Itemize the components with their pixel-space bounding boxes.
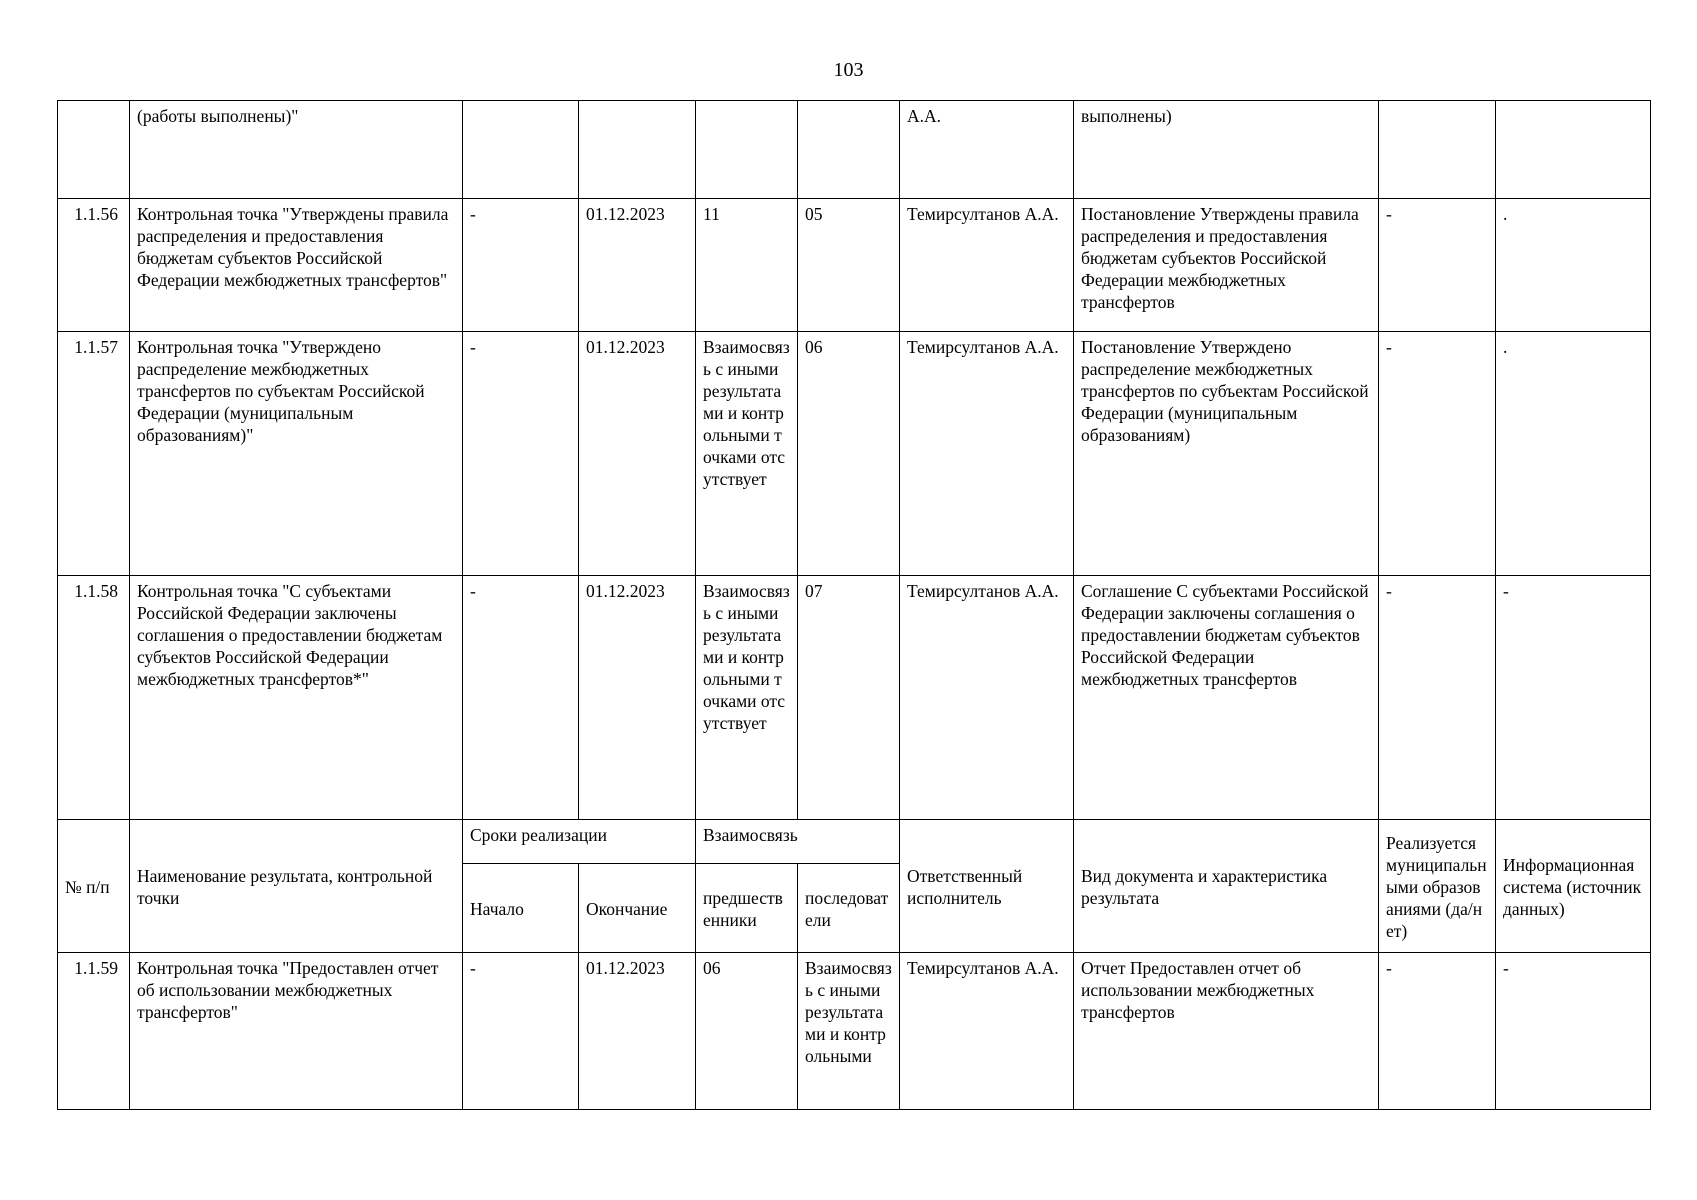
start-date: - (463, 576, 579, 820)
header-end: Окончание (579, 864, 696, 953)
header-municipal: Реализуется муниципальными образованиями (да/нет) (1379, 820, 1496, 953)
info-system: . (1496, 199, 1651, 332)
responsible: Темирсултанов А.А. (900, 953, 1074, 1110)
header-predecessors: предшественники (696, 864, 798, 953)
header-document-type: Вид документа и характеристика результата (1074, 820, 1379, 953)
table-row (58, 332, 1651, 576)
start-date: - (463, 953, 579, 1110)
municipal-flag: - (1379, 576, 1496, 820)
end-date (579, 101, 696, 199)
successors: 07 (798, 576, 900, 820)
table-row (58, 199, 1651, 332)
result-name: Контрольная точка "Утверждены правила распределения и предоставления бюджетам субъектов Российской Федерации межбюджетных трансфертов" (130, 199, 463, 332)
header-successors: последователи (798, 864, 900, 953)
info-system (1496, 101, 1651, 199)
header-name: Наименование результата, контрольной точки (130, 820, 463, 953)
end-date: 01.12.2023 (579, 576, 696, 820)
successors: Взаимосвязь с иными результатами и контрольными (798, 953, 900, 1110)
municipal-flag (1379, 101, 1496, 199)
end-date: 01.12.2023 (579, 953, 696, 1110)
row-number: 1.1.58 (58, 576, 130, 820)
municipal-flag: - (1379, 199, 1496, 332)
municipal-flag: - (1379, 332, 1496, 576)
document-type: Соглашение С субъектами Российской Федерации заключены соглашения о предоставлении бюджетам субъектов Российской Федерации межбюджетных трансфертов (1074, 576, 1379, 820)
header-info-system: Информационная система (источник данных) (1496, 820, 1651, 953)
row-number: 1.1.57 (58, 332, 130, 576)
page-number: 103 (833, 59, 864, 81)
table-row (58, 953, 1651, 1110)
predecessors: Взаимосвязь с иными результатами и контрольными точками отсутствует (696, 576, 798, 820)
document-type: Постановление Утверждены правила распределения и предоставления бюджетам субъектов Российской Федерации межбюджетных трансфертов (1074, 199, 1379, 332)
result-name: Контрольная точка "Утверждено распределение межбюджетных трансфертов по субъектам Российской Федерации (муниципальным образованиям)" (130, 332, 463, 576)
results-table (57, 100, 1651, 1110)
document-type: Постановление Утверждено распределение межбюджетных трансфертов по субъектам Российской Федерации (муниципальным образованиям) (1074, 332, 1379, 576)
predecessors: 06 (696, 953, 798, 1110)
table-row (58, 101, 1651, 199)
predecessors (696, 101, 798, 199)
header-responsible: Ответственный исполнитель (900, 820, 1074, 953)
end-date: 01.12.2023 (579, 332, 696, 576)
row-number: 1.1.59 (58, 953, 130, 1110)
document-type: выполнены) (1074, 101, 1379, 199)
end-date: 01.12.2023 (579, 199, 696, 332)
document-type: Отчет Предоставлен отчет об использовании межбюджетных трансфертов (1074, 953, 1379, 1110)
start-date (463, 101, 579, 199)
successors: 05 (798, 199, 900, 332)
municipal-flag: - (1379, 953, 1496, 1110)
responsible: Темирсултанов А.А. (900, 332, 1074, 576)
header-relation: Взаимосвязь (696, 820, 900, 864)
info-system: - (1496, 576, 1651, 820)
row-number (58, 101, 130, 199)
info-system: . (1496, 332, 1651, 576)
result-name: (работы выполнены)" (130, 101, 463, 199)
responsible: Темирсултанов А.А. (900, 199, 1074, 332)
successors: 06 (798, 332, 900, 576)
info-system: - (1496, 953, 1651, 1110)
header-terms: Сроки реализации (463, 820, 696, 864)
header-row (58, 820, 1651, 864)
row-number: 1.1.56 (58, 199, 130, 332)
table-row (58, 576, 1651, 820)
successors (798, 101, 900, 199)
responsible: Темирсултанов А.А. (900, 576, 1074, 820)
result-name: Контрольная точка "Предоставлен отчет об использовании межбюджетных трансфертов" (130, 953, 463, 1110)
responsible: А.А. (900, 101, 1074, 199)
header-start: Начало (463, 864, 579, 953)
start-date: - (463, 199, 579, 332)
predecessors: 11 (696, 199, 798, 332)
result-name: Контрольная точка "С субъектами Российской Федерации заключены соглашения о предоставлении бюджетам субъектов Российской Федерации межбюджетных трансфертов*" (130, 576, 463, 820)
header-number: № п/п (58, 820, 130, 953)
predecessors: Взаимосвязь с иными результатами и контрольными точками отсутствует (696, 332, 798, 576)
start-date: - (463, 332, 579, 576)
